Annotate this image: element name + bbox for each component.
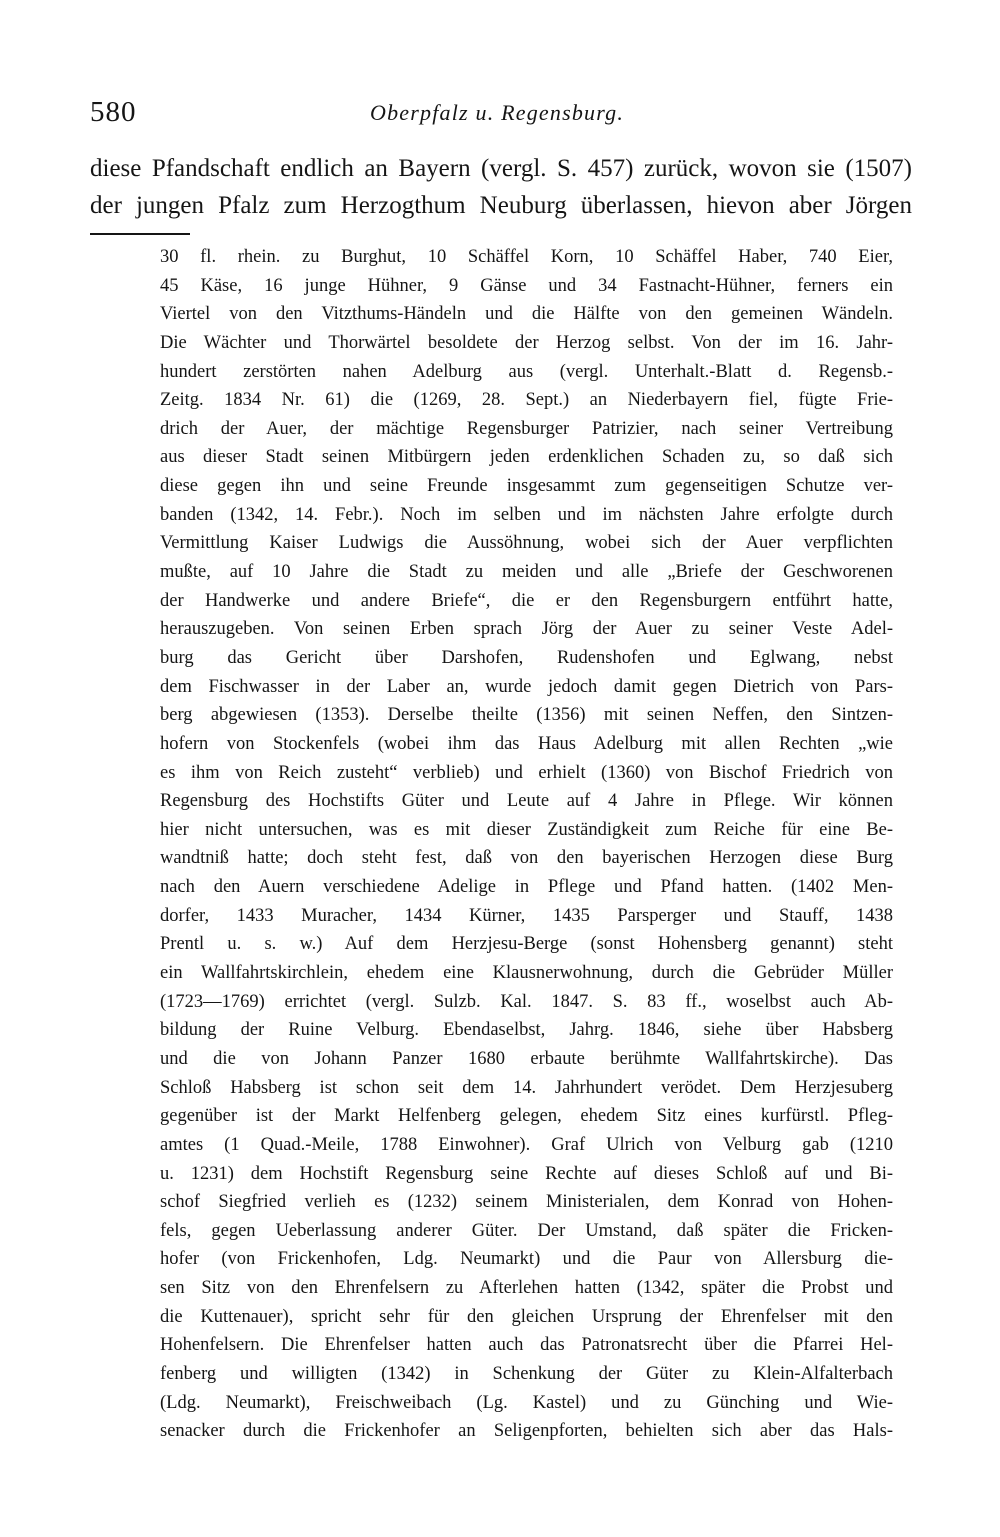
footnote-line: Vermittlung Kaiser Ludwigs die Aussöhnung, wobei sich der Auer verpflichten [160,533,893,554]
footnote-line: (1723—1769) errichtet (vergl. Sulzb. Kal. 1847. S. 83 ff., woselbst auch Ab- [160,991,893,1012]
footnote-block [160,243,893,1446]
footnote-line: die Kuttenauer), spricht sehr für den gleichen Ursprung der Ehrenfelser mit den [160,1306,893,1327]
footnote-line: es ihm von Reich zusteht“ verblieb) und erhielt (1360) von Bischof Friedrich von [160,762,893,783]
main-text-line: der jungen Pfalz zum Herzogthum Neuburg überlassen, hievon aber Jörgen [90,192,912,219]
footnote-line: der Handwerke und andere Briefe“, die er den Regensburgern entführt hatte, [160,590,893,611]
footnote-line: senacker durch die Frickenhofer an Seligenpforten, behielten sich aber das Hals- [160,1421,893,1442]
footnote-line: hundert zerstörten nahen Adelburg aus (vergl. Unterhalt.-Blatt d. Regensb.- [160,361,893,382]
footnote-line: Die Wächter und Thorwärtel besoldete der Herzog selbst. Von der im 16. Jahr- [160,332,893,353]
running-title: Oberpfalz u. Regensburg. [370,100,625,125]
footnote-line: dorfer, 1433 Muracher, 1434 Kürner, 1435 Parsperger und Stauff, 1438 [160,905,893,926]
running-head [90,96,912,136]
footnote-line: 30 fl. rhein. zu Burghut, 10 Schäffel Korn, 10 Schäffel Haber, 740 Eier, [160,247,893,267]
footnote-line: burg das Gericht über Darshofen, Rudenshofen und Eglwang, nebst [160,647,893,668]
footnote-line: hofer (von Frickenhofen, Ldg. Neumarkt) und die Paur von Allersburg die- [160,1249,893,1270]
footnote-line: Hohenfelsern. Die Ehrenfelser hatten auch das Patronatsrecht über die Pfarrei Hel- [160,1335,893,1356]
footnote-line: Schloß Habsberg ist schon seit dem 14. Jahrhundert verödet. Dem Herzjesuberg [160,1077,893,1098]
footnote-separator-rule [90,233,190,235]
footnote-line: banden (1342, 14. Febr.). Noch im selben und im nächsten Jahre erfolgte durch [160,504,893,525]
footnote-line: diese gegen ihn und seine Freunde insgesammt zum gegenseitigen Schutze ver- [160,476,893,497]
footnote-line: amtes (1 Quad.-Meile, 1788 Einwohner). Graf Ulrich von Velburg gab (1210 [160,1134,893,1155]
footnote-line: fels, gegen Ueberlassung anderer Güter. Der Umstand, daß später die Fricken- [160,1220,893,1241]
footnote-line: bildung der Ruine Velburg. Ebendaselbst, Jahrg. 1846, siehe über Habsberg [160,1020,893,1041]
footnote-line: schof Siegfried verlieh es (1232) seinem Ministerialen, dem Konrad von Hohen- [160,1192,893,1213]
footnote-line: drich der Auer, der mächtige Regensburger Patrizier, nach seiner Vertreibung [160,418,893,439]
footnote-line: Zeitg. 1834 Nr. 61) die (1269, 28. Sept.) an Niederbayern fiel, fügte Frie- [160,390,893,411]
footnote-line: mußte, auf 10 Jahre die Stadt zu meiden und alle „Briefe der Geschworenen [160,562,893,583]
main-text-line: diese Pfandschaft endlich an Bayern (vergl. S. 457) zurück, wovon sie (1507) [90,155,912,182]
footnote-line: wandtniß hatte; doch steht fest, daß von den bayerischen Herzogen diese Burg [160,848,893,869]
footnote-line: und die von Johann Panzer 1680 erbaute berühmte Wallfahrtskirche). Das [160,1048,893,1069]
footnote-line: Prentl u. s. w.) Auf dem Herzjesu-Berge (sonst Hohensberg genannt) steht [160,934,893,955]
footnote-line: hofern von Stockenfels (wobei ihm das Haus Adelburg mit allen Rechten „wie [160,733,893,754]
footnote-line: berg abgewiesen (1353). Derselbe theilte (1356) mit seinen Neffen, den Sintzen- [160,705,893,726]
footnote-line: nach den Auern verschiedene Adelige in Pflege und Pfand hatten. (1402 Men- [160,877,893,898]
page-number: 580 [90,96,137,128]
main-text-block [90,150,912,224]
footnote-line: Regensburg des Hochstifts Güter und Leute auf 4 Jahre in Pflege. Wir können [160,791,893,812]
footnote-line: (Ldg. Neumarkt), Freischweibach (Lg. Kastel) und zu Günching und Wie- [160,1392,893,1413]
footnote-line: 45 Käse, 16 junge Hühner, 9 Gänse und 34 Fastnacht-Hühner, ferners ein [160,275,893,296]
footnote-line: herauszugeben. Von seinen Erben sprach Jörg der Auer zu seiner Veste Adel- [160,619,893,640]
footnote-line: u. 1231) dem Hochstift Regensburg seine Rechte auf dieses Schloß auf und Bi- [160,1163,893,1184]
footnote-line: hier nicht untersuchen, was es mit dieser Zuständigkeit zum Reiche für eine Be- [160,819,893,840]
footnote-line: ein Wallfahrtskirchlein, ehedem eine Klausnerwohnung, durch die Gebrüder Müller [160,963,893,984]
footnote-line: fenberg und willigten (1342) in Schenkung der Güter zu Klein-Alfalterbach [160,1363,893,1384]
footnote-line: dem Fischwasser in der Laber an, wurde jedoch damit gegen Dietrich von Pars- [160,676,893,697]
footnote-line: gegenüber ist der Markt Helfenberg gelegen, ehedem Sitz eines kurfürstl. Pfleg- [160,1106,893,1127]
footnote-line: sen Sitz von den Ehrenfelsern zu Afterlehen hatten (1342, später die Probst und [160,1278,893,1299]
footnote-line: aus dieser Stadt seinen Mitbürgern jeden erdenklichen Schaden zu, so daß sich [160,447,893,468]
footnote-line: Viertel von den Vitzthums-Händeln und die Hälfte von den gemeinen Wändeln. [160,304,893,325]
